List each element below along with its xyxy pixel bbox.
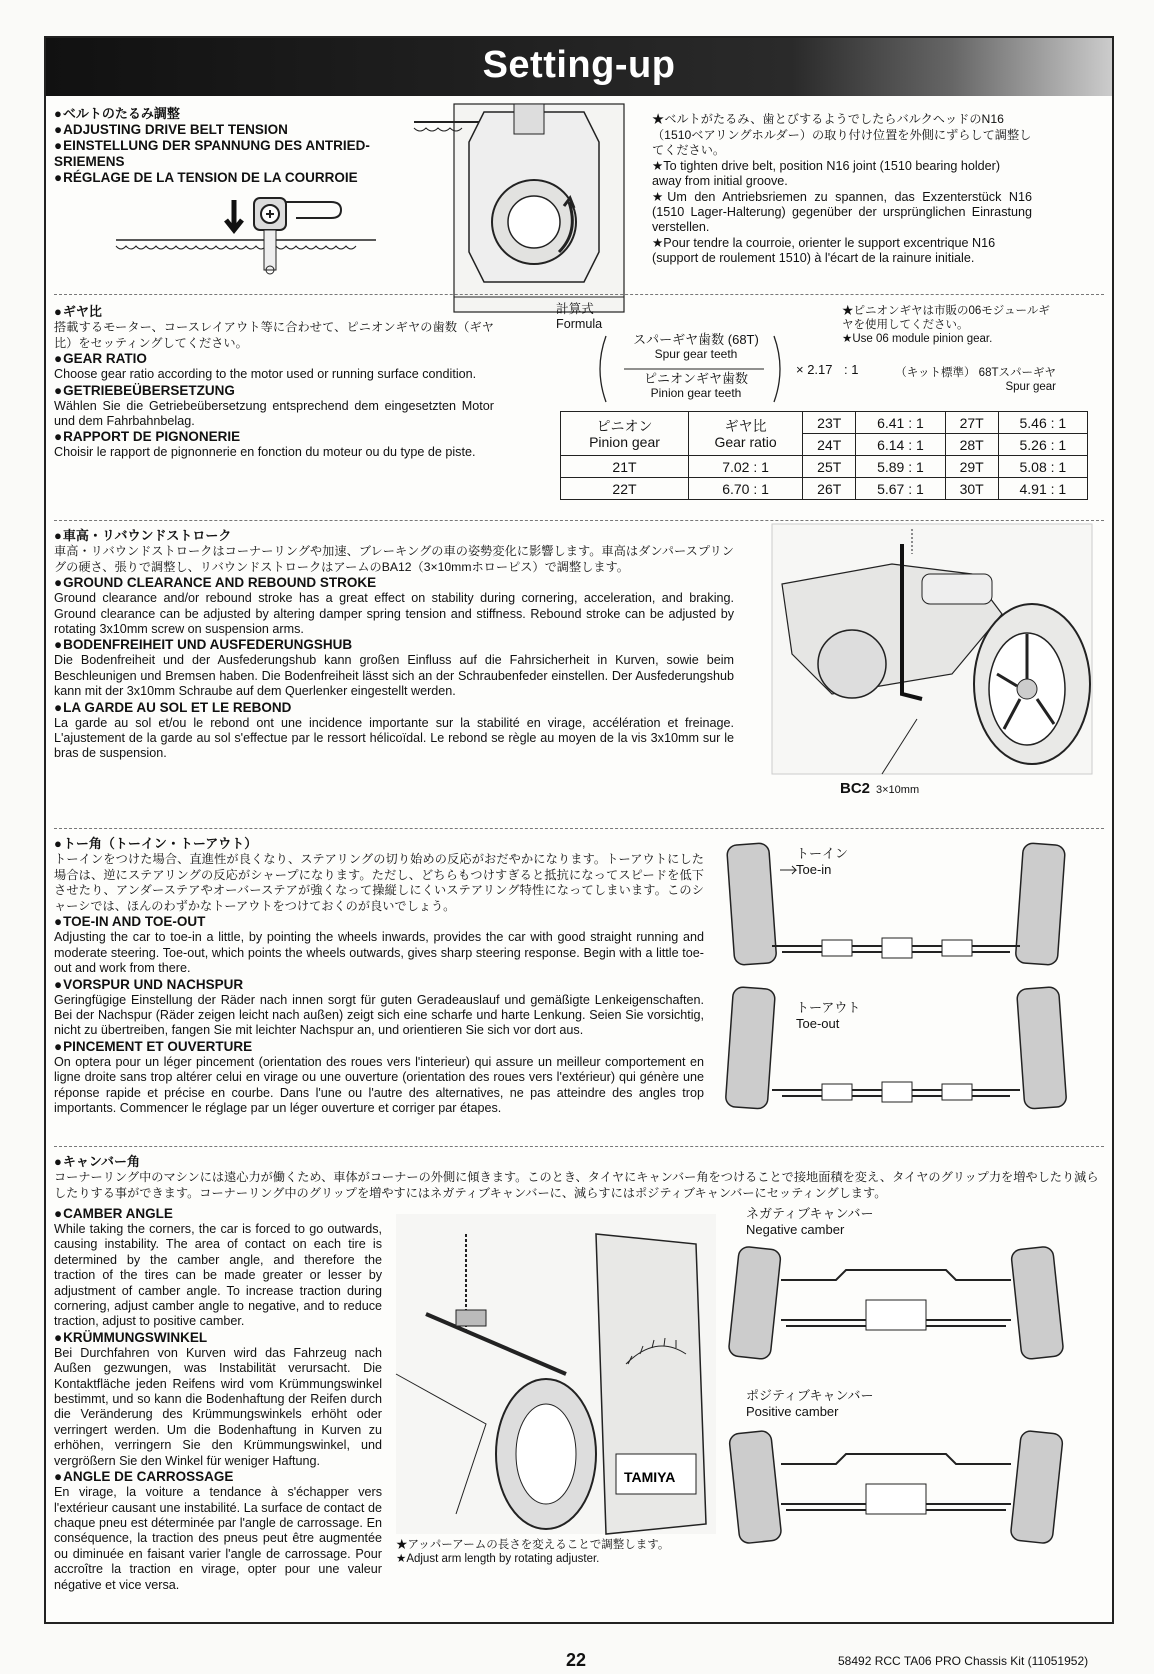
toe-text-en: Adjusting the car to toe-in a little, by pointing the wheels inwards, provides the car with good straight running and moderate steering. Toe-out, which points the wheels outwards, gives sharp steering response. Begin with a little toe-out and work from there.: [54, 930, 704, 976]
formula-label: [556, 302, 602, 333]
divider: [54, 1146, 1104, 1147]
toe-out-label-en: Toe-out: [796, 1016, 840, 1031]
gear-heading-fr: ● RAPPORT DE PIGNONERIE: [54, 429, 494, 445]
positive-camber-diagram: [726, 1424, 1066, 1544]
table-cell: 4.91 : 1: [998, 478, 1087, 500]
table-cell: 22T: [561, 478, 689, 500]
table-cell: 30T: [945, 478, 998, 500]
camber-text-fr: En virage, la voiture a tendance à s'échapper vers l'extérieur causant une instabilité. La surface de contact de chaque pneu est déterminée par l'angle de carrossage. En conséquence, la traction des pneus peut être augmentée ou diminuée en faisant varier l'angle de carrossage. Pour accroître la traction en virage, opter pour une valeur négative et vice versa.: [54, 1485, 382, 1592]
tamiya-brand-text: TAMIYA: [624, 1469, 676, 1485]
formula-multiplier: × 2.17: [796, 362, 833, 377]
toe-heading-de: ● VORSPUR UND NACHSPUR: [54, 977, 704, 993]
belt-note-fr: ★ Pour tendre la courroie, orienter le support excentrique N16 (support de roulement 1510) à l'écart de la rainure initiale.: [652, 236, 1032, 267]
gear-text-de: Wählen Sie die Getriebeübersetzung entsprechend dem eingesetzten Motor und dem Fahrbahnbelag.: [54, 398, 494, 428]
camber-heading-jp: ● キャンバー角: [54, 1154, 1104, 1170]
col-ratio-en: Gear ratio: [714, 433, 777, 450]
ground-text-de: Die Bodenfreiheit und der Ausfederungshub kann großen Einfluss auf die Fahrsicherheit in Kurven, sowie beim Beschleunigen und Bremsen haben. Die Bodenfreiheit lässt sich an der Schraubenfeder einstellen. Der Ausfederungshub kann mit der 3x10mm Schraube auf dem Querlenker eingestellt werden.: [54, 653, 734, 699]
belt-note-en: ★ To tighten drive belt, position N16 joint (1510 bearing holder) away from initial groove.: [652, 159, 1032, 190]
kit-item-number: 58492 RCC TA06 PRO Chassis Kit (11051952): [838, 1654, 1089, 1668]
bc2-label: BC2: [840, 780, 871, 797]
camber-text-jp: コーナーリング中のマシンには遠心力が働くため、車体がコーナーの外側に傾きます。このとき、タイヤにキャンバー角をつけることで接地面積を変え、タイヤのグリップ力を増やしたり減らしたりする事ができます。コーナーリング中のグリップを増やすにはネガティブキャンバーに、減らすにはポジティブキャンバーにセッティングします。: [54, 1170, 1099, 1200]
camber-heading-en: ● CAMBER ANGLE: [54, 1206, 382, 1222]
belt-note-jp: ★ ベルトがたるみ、歯とびするようでしたらバルクヘッドのN16（1510ベアリングホルダー）の取り付け位置を外側にずらして調整してください。: [652, 112, 1032, 159]
pinion-teeth-jp: ピニオンギヤ歯数: [643, 371, 748, 386]
table-cell: 6.41 : 1: [856, 412, 945, 434]
table-cell: 27T: [945, 412, 998, 434]
col-pinion-header: [561, 412, 689, 456]
negative-camber-en: Negative camber: [746, 1222, 845, 1237]
table-cell: 25T: [803, 456, 856, 478]
toe-out-label-jp: トーアウト: [796, 1000, 861, 1015]
belt-heading-de: ● EINSTELLUNG DER SPANNUNG DES ANTRIED-SRIEMENS: [54, 138, 384, 170]
pinion-teeth-en: Pinion gear teeth: [650, 386, 742, 400]
positive-camber-en: Positive camber: [746, 1404, 839, 1419]
divider: [54, 294, 1104, 295]
bulkhead-illustration: [414, 102, 624, 314]
table-cell: 7.02 : 1: [688, 456, 802, 478]
table-cell: 26T: [803, 478, 856, 500]
section-ground: [46, 524, 1112, 808]
table-cell: 5.89 : 1: [856, 456, 945, 478]
toe-out-diagram: [722, 978, 1072, 1118]
positive-camber-jp: ポジティブキャンバー: [746, 1388, 874, 1403]
page-number: 22: [566, 1650, 587, 1670]
col-pinion-en: Pinion gear: [589, 433, 660, 450]
belt-heading-jp: ● ベルトのたるみ調整: [54, 106, 384, 122]
negative-camber-jp: ネガティブキャンバー: [746, 1206, 874, 1221]
camber-adjust-note-jp: ★ アッパーアームの長さを変えることで調整します。: [396, 1538, 676, 1552]
pinion-note-en: ★ Use 06 module pinion gear.: [842, 332, 1052, 346]
ground-heading-fr: ● LA GARDE AU SOL ET LE REBOND: [54, 700, 734, 716]
camber-text-en: While taking the corners, the car is forced to go outwards, causing instability. The area of contact on each tire is determined by the camber angle, and therefore the traction of the tires can be made greater or lesser by adjustment of camber angle. To increase traction during cornering, adjust camber angle to negative, and to reduce traction, adjust to positive camber.: [54, 1222, 382, 1329]
toe-text-fr: On optera pour un léger pincement (orientation des roues vers l'interieur) qui assure un meilleur comportement en ligne droite sans trop altérer celui en virage ou une ouverture (orientation des roues vers l'extérieur) qui génère une réponse rapide et précise en courbe. Dans l'une ou l'autre des alternatives, ne pas atteindre des angles trop importants. Commencer le réglage par un léger ouverture et corriger par étapes.: [54, 1054, 704, 1116]
col-ratio-jp: ギヤ比: [724, 417, 767, 434]
ground-text-en: Ground clearance and/or rebound stroke has a great effect on stability during cornering, acceleration, and braking. Ground clearance can be adjusted by altering damper spring tension and stiffness. Rebound stroke can be adjusted by rotating 3x10mm screw on suspension arms.: [54, 591, 734, 636]
gear-text-fr: Choisir le rapport de pignonnerie en fonction du moteur ou du type de piste.: [54, 445, 476, 460]
toe-heading-jp: ● トー角（トーイン・トーアウト）: [54, 836, 704, 852]
camber-text-de: Bei Durchfahren von Kurven wird das Fahrzeug nach Außen gezwungen, was Instabilität verursacht. Die Kontaktfläche jeden Reifens wird vom Krümmungswinkel bestimmt, und so kann die Bodenhaftung der Reifen durch die Veränderung des Krümmungswinkels erhöht oder verringert werden. Um die Bodenhaftung in Kurven zu erhöhen, verringern Sie den Krümmungswinkel, und vergrößern Sie den Winkel für weniger Haftung.: [54, 1345, 382, 1468]
toe-in-diagram: [722, 834, 1072, 974]
gear-ratio-table: [560, 411, 1088, 500]
divider: [54, 828, 1104, 829]
toe-in-label-en: Toe-in: [796, 862, 832, 877]
table-cell: 21T: [561, 456, 689, 478]
table-cell: 5.46 : 1: [998, 412, 1087, 434]
toe-text-de: Geringfügige Einstellung der Räder nach innen sorgt für guten Geradeauslauf und gemäßigte Lenkeigenschaften. Bei der Nachspur (Räder zeigen leicht nach außen) zeigt sich eine scharfe und harte Lenkung. Seien Sie vorsichtig, nicht zu übertreiben, fangen Sie mit leichter Nachspur an, und orientieren Sie sich vor dort aus.: [54, 992, 704, 1038]
page-title: Setting-up: [482, 44, 676, 86]
section-toe: [46, 832, 1112, 1122]
belt-note-de: ★ Um den Antriebsriemen zu spannen, das Exzenterstück N16 (1510 Lager-Halterung) gegenüber der ursprünglichen Einrastung verstellen.: [652, 190, 1032, 236]
ground-text-jp: 車高・リバウンドストロークはコーナーリングや加速、ブレーキングの車の姿勢変化に影響します。車高はダンパースプリングの硬さ、張りで調整し、リバウンドストロークはアームのBA12（3×10mmホローピス）で調整します。: [54, 544, 734, 574]
table-cell: 24T: [803, 434, 856, 456]
toe-heading-fr: ● PINCEMENT ET OUVERTURE: [54, 1039, 704, 1055]
bc2-size: 3×10mm: [876, 784, 920, 796]
pinion-note-jp: ★ ピニオンギヤは市販の06モジュールギヤを使用してください。: [842, 304, 1052, 332]
spur-teeth-en: Spur gear teeth: [654, 347, 738, 361]
formula-en: Formula: [556, 317, 603, 332]
suspension-illustration: [772, 524, 1092, 784]
table-cell: 23T: [803, 412, 856, 434]
gear-text-en: Choose gear ratio according to the motor used or running surface condition.: [54, 367, 477, 382]
belt-adjuster-illustration: [106, 180, 376, 290]
table-cell: 28T: [945, 434, 998, 456]
belt-heading-fr: ● RÉGLAGE DE LA TENSION DE LA COURROIE: [54, 170, 384, 186]
toe-text-jp: トーインをつけた場合、直進性が良くなり、ステアリングの切り始めの反応がおだやかになります。トーアウトにした場合は、逆にステアリングの反応がシャープになります。ただし、どちらもつけすぎると抵抗になってスピードを低下させたり、アンダーステアやオーバーステアが強くなって操縦しにくいステアリング特性になってしまいます。このシャーシでは、ほんのわずかなトーアウトをつけておくのが良いでしょう。: [54, 852, 704, 913]
camber-heading-fr: ● ANGLE DE CARROSSAGE: [54, 1469, 382, 1485]
camber-heading-de: ● KRÜMMUNGSWINKEL: [54, 1330, 382, 1346]
ground-heading-jp: ● 車高・リバウンドストローク: [54, 528, 734, 544]
table-cell: 29T: [945, 456, 998, 478]
gear-text-jp: 搭載するモーター、コースレイアウト等に合わせて、ピニオンギヤの歯数（ギヤ比）をセッティングしてください。: [54, 320, 494, 350]
title-banner: [46, 38, 1112, 96]
negative-camber-diagram: [726, 1240, 1066, 1360]
section-belt: [46, 100, 1112, 320]
toe-in-label-jp: トーイン: [796, 846, 849, 861]
section-camber: [46, 1150, 1112, 1620]
ground-text-fr: La garde au sol et/ou le rebond ont une incidence importante sur la stabilité en virage, accélération et freinage. L'ajustement de la garde au sol s'effectue par le ressort hélicoïdal. Le rebond se règle au moyen de la vis 3x10mm sur le bras de suspension.: [54, 715, 734, 761]
table-cell: 5.26 : 1: [998, 434, 1087, 456]
gear-heading-jp: ● ギヤ比: [54, 304, 494, 320]
belt-heading-en: ● ADJUSTING DRIVE BELT TENSION: [54, 122, 384, 138]
spur-teeth-jp: スパーギヤ歯数 (68T): [633, 332, 759, 347]
manual-page: [44, 36, 1114, 1624]
formula-jp: 計算式: [556, 302, 594, 316]
camber-adjust-note-en: ★ Adjust arm length by rotating adjuster.: [396, 1552, 676, 1566]
divider: [54, 520, 1104, 521]
ground-heading-en: ● GROUND CLEARANCE AND REBOUND STROKE: [54, 575, 734, 591]
toe-heading-en: ● TOE-IN AND TOE-OUT: [54, 914, 704, 930]
gear-heading-de: ● GETRIEBEÜBERSETZUNG: [54, 383, 494, 399]
camber-adjust-illustration: [396, 1214, 716, 1534]
gear-heading-en: ● GEAR RATIO: [54, 351, 494, 367]
table-cell: 5.67 : 1: [856, 478, 945, 500]
kit-spur-jp: （キット標準） 68Tスパーギヤ: [895, 367, 1056, 379]
table-cell: 6.14 : 1: [856, 434, 945, 456]
section-gear: [46, 298, 1112, 518]
col-pinion-jp: ピニオン: [596, 417, 653, 434]
table-cell: 5.08 : 1: [998, 456, 1087, 478]
table-cell: 6.70 : 1: [688, 478, 802, 500]
ground-heading-de: ● BODENFREIHEIT UND AUSFEDERUNGSHUB: [54, 637, 734, 653]
formula-ratio-suffix: : 1: [844, 362, 859, 377]
col-ratio-header: [688, 412, 802, 456]
kit-spur-en: Spur gear: [1005, 381, 1056, 393]
